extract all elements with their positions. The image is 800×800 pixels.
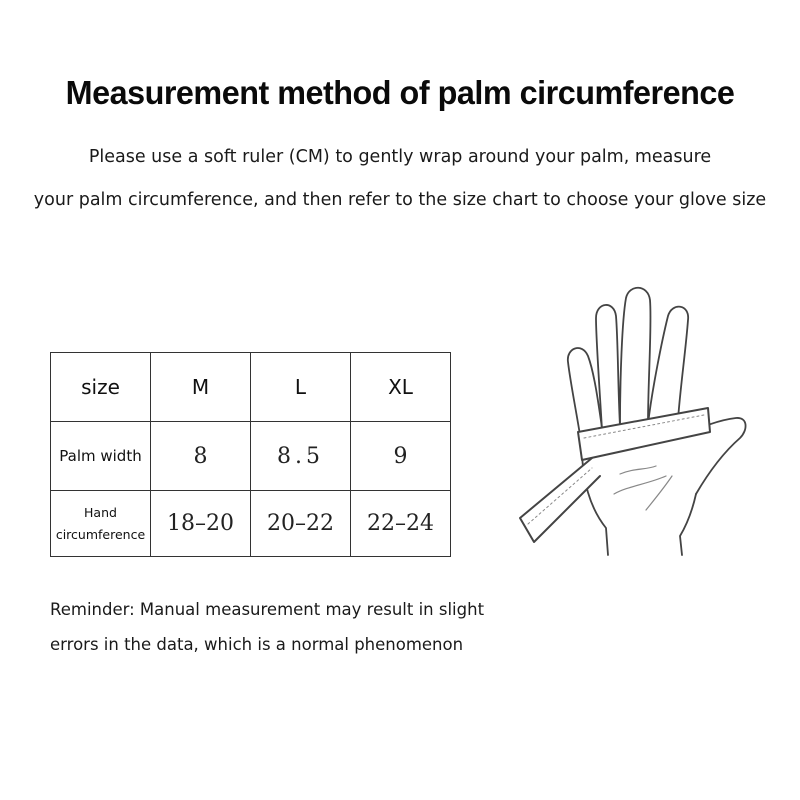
hand-circumference-l: 20–22 <box>251 491 351 557</box>
instruction-line-1: Please use a soft ruler (CM) to gently wrap around your palm, measure <box>88 147 712 167</box>
table-header-row <box>51 353 451 422</box>
palm-width-xl: 9 <box>351 422 451 491</box>
instruction-line-2: your palm circumference, and then refer to the size chart to choose your glove size <box>33 190 767 210</box>
size-header-m: M <box>151 353 251 422</box>
palm-width-l-value: 8.5 <box>277 443 324 469</box>
hand-circumference-m: 18–20 <box>151 491 251 557</box>
row-label-circumference: circumference <box>55 526 146 542</box>
page-title: Measurement method of palm circumference <box>65 74 735 111</box>
hand-with-measuring-tape-icon <box>510 280 780 560</box>
reminder-note <box>50 592 530 662</box>
reminder-line-1: Reminder: Manual measurement may result in slight <box>50 600 485 619</box>
size-header-label: size <box>51 353 151 422</box>
row-label-hand-circumference <box>51 491 151 557</box>
row-label-hand: Hand <box>84 504 117 520</box>
size-chart-table <box>50 352 451 557</box>
hand-circumference-xl: 22–24 <box>351 491 451 557</box>
palm-width-l <box>251 422 351 491</box>
palm-width-m: 8 <box>151 422 251 491</box>
row-label-palm-width: Palm width <box>51 422 151 491</box>
size-header-l: L <box>251 353 351 422</box>
size-header-xl: XL <box>351 353 451 422</box>
table-row-hand-circumference <box>51 491 451 557</box>
table-row-palm-width <box>51 422 451 491</box>
reminder-line-2: errors in the data, which is a normal phenomenon <box>50 635 464 654</box>
